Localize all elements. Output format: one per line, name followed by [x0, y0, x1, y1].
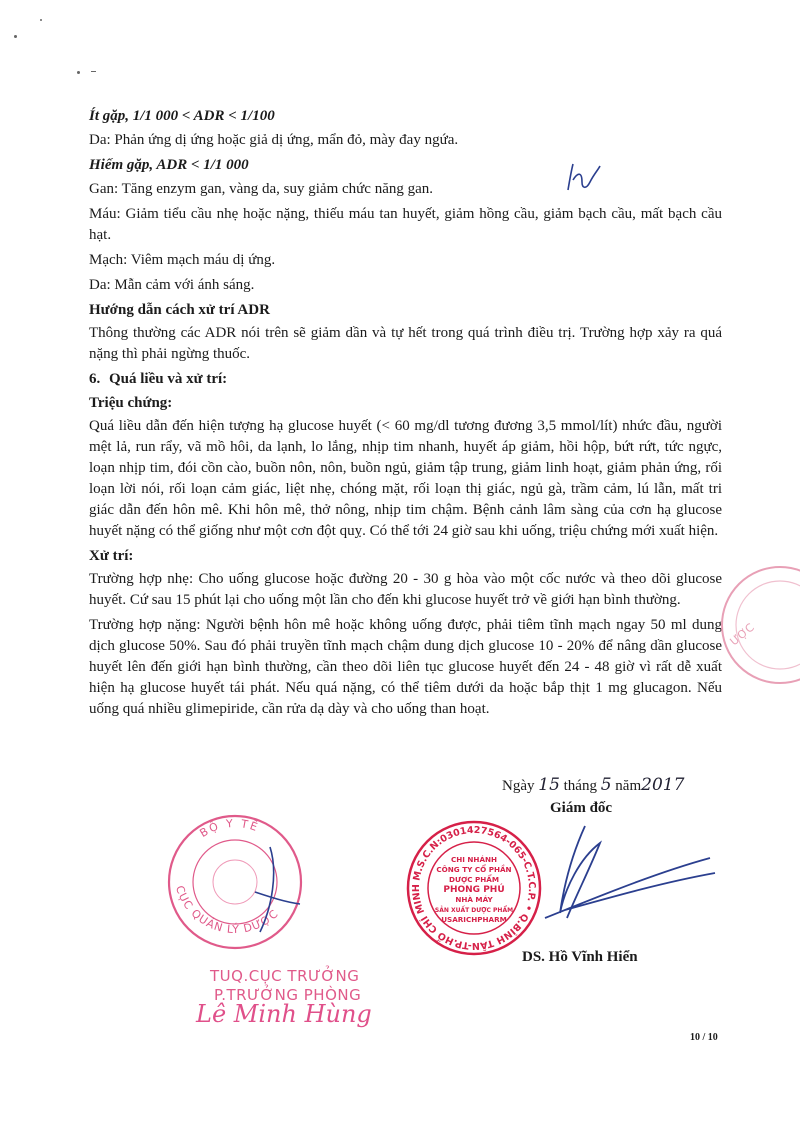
initials-scribble: [560, 160, 610, 200]
adr-guide-heading: Hướng dẫn cách xử trí ADR: [89, 302, 270, 318]
ministry-line-1: TUQ.CỤC TRƯỞNG: [210, 967, 360, 985]
scan-speck: [14, 35, 17, 38]
page-number: 10 / 10: [690, 1032, 718, 1043]
company-stamp-line: NHÀ MÁY: [455, 895, 493, 904]
rare-frequency-heading: Ít gặp, 1/1 000 < ADR < 1/100: [89, 108, 275, 124]
year-label: năm: [615, 778, 642, 794]
ministry-line-2: P.TRƯỞNG PHÒNG: [214, 986, 362, 1004]
treatment-heading: Xử trí:: [89, 548, 134, 564]
ministry-stamp-top-text: BỘ Y TẾ: [197, 816, 261, 840]
section-6-heading: [89, 369, 722, 390]
company-stamp-ring-text: M.S.C.N:0301427564-065-C.T.C.P. • Q.BÌNH TÂN-TP.HỒ CHÍ MINH •: [400, 810, 538, 952]
year-value: 2017: [641, 775, 685, 795]
skin-photosensitivity-line: Da: Mẫn cảm với ánh sáng.: [89, 277, 255, 293]
vessel-line: Mạch: Viêm mạch máu dị ứng.: [89, 252, 276, 268]
company-stamp-line: PHONG PHÚ: [443, 885, 505, 895]
symptoms-text: Quá liều dẫn đến hiện tượng hạ glucose huyết (< 60 mg/dl tương đương 3,5 mmol/lít) nhức đầu, người mệt lả, run rẩy, vã mồ hôi, da lạnh, lo lắng, nhịp tim nhanh, huyết áp giảm, hồi hộp, bứt rứt, tức ngực, loạn nhịp tim, đói cồn cào, buồn nôn, nôn, buồn ngủ, giảm tập trung, giảm linh hoạt, giảm phản ứng, rối loạn lời nói, rối loạn cảm giác, liệt nhẹ, chóng mặt, rối loạn thị giác, ngủ gà, trầm cảm, lú lẫn, mất tri giác dẫn đến hôn mê. Khi hôn mê, thở nông, nhịp tim chậm. Bệnh cảnh lâm sàng của cơn hạ glucose huyết nặng có thể giống như một cơn đột quỵ. Có thể tới 24 giờ sau khi uống, triệu chứng mới xuất hiện.: [89, 418, 722, 539]
blood-line: Máu: Giảm tiểu cầu nhẹ hoặc nặng, thiếu máu tan huyết, giảm hồng cầu, giảm bạch cầu, mất bạch cầu hạt.: [89, 206, 722, 243]
edge-stamp-text: ƯỢC: [727, 620, 757, 649]
ministry-stamp-ring-text: CỤC QUẢN LÝ DƯỢC: [172, 884, 282, 937]
month-label: tháng: [563, 778, 597, 794]
company-stamp-line: CÔNG TY CỔ PHẦN: [436, 865, 512, 874]
ministry-stamp: [160, 812, 310, 952]
director-signature: [505, 818, 725, 938]
adr-guide-text: Thông thường các ADR nói trên sẽ giảm dần và tự hết trong quá trình điều trị. Trường hợp xảy ra quá nặng thì phải ngừng thuốc.: [89, 325, 722, 362]
day-value: 15: [538, 775, 560, 795]
date-line: [502, 775, 684, 795]
very-rare-frequency-heading: Hiếm gặp, ADR < 1/1 000: [89, 157, 249, 173]
scan-speck: [77, 71, 80, 74]
svg-text:BỘ Y TẾ: [197, 817, 261, 840]
company-stamp-line: SẢN XUẤT DƯỢC PHẨM: [434, 907, 514, 914]
month-value: 5: [600, 775, 612, 795]
ministry-signature-name: Lê Minh Hùng: [196, 1000, 372, 1028]
rare-skin-line: Da: Phản ứng dị ứng hoặc giả dị ứng, mẩn đỏ, mày đay ngứa.: [89, 132, 459, 148]
edge-stamp-fragment: [700, 560, 800, 690]
liver-line: Gan: Tăng enzym gan, vàng da, suy giảm chức năng gan.: [89, 181, 434, 197]
company-stamp-line: CHI NHÁNH: [450, 855, 498, 864]
signer-name: DS. Hồ Vĩnh Hiển: [522, 949, 638, 965]
mild-case-text: Trường hợp nhẹ: Cho uống glucose hoặc đường 20 - 30 g hòa vào một cốc nước và theo dõi glucose huyết. Cứ sau 15 phút lại cho uống một lần cho đến khi glucose huyết trở về giới hạn bình thường.: [89, 571, 722, 608]
section-number: 6.: [89, 371, 101, 387]
severe-case-text: Trường hợp nặng: Người bệnh hôn mê hoặc không uống được, phải tiêm tĩnh mạch ngay 50 ml dung dịch glucose 50%. Sau đó phải truyền tĩnh mạch chậm dung dịch glucose 10 - 20% để nâng dần glucose huyết lên đến giới hạn bình thường, cần theo dõi liên tục glucose huyết đến 24 - 48 giờ vì rất dễ xuất hiện hạ glucose huyết tái phát. Nếu quá nặng, có thể tiêm dưới da hoặc bắp thịt 1 mg glucagon. Nếu uống quá nhiều glimepiride, cần rửa dạ dày và cho uống than hoạt.: [89, 617, 722, 717]
section-title: Quá liều và xử trí:: [109, 371, 228, 387]
symptoms-heading: Triệu chứng:: [89, 395, 173, 411]
document-body: [89, 106, 722, 724]
scan-speck: [40, 19, 42, 21]
director-title: Giám đốc: [550, 800, 613, 816]
day-label: Ngày: [502, 778, 535, 794]
scan-speck: [91, 71, 96, 72]
company-stamp-line: DƯỢC PHẨM: [448, 875, 500, 884]
company-stamp-line: USARICHPHARM: [441, 915, 507, 924]
